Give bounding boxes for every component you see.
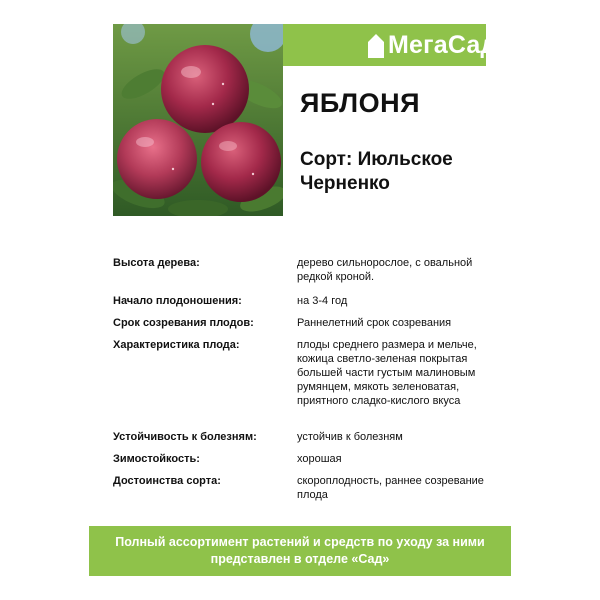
spec-label: Достоинства сорта: [113,475,221,487]
spec-label: Высота дерева: [113,257,200,269]
spec-value: хорошая [297,453,342,465]
footer-banner [89,526,511,576]
house-icon [368,32,384,58]
spec-value: устойчив к болезням [297,431,403,443]
brand-name: МегаСад [388,30,497,59]
spec-value: Раннелетний срок созревания [297,317,452,329]
spec-value: скороплодность, раннее созревание плода [297,475,484,501]
spec-label: Характеристика плода: [113,339,240,351]
footer-text [105,534,495,568]
footer-line-1: Полный ассортимент растений и средств по уходу за ними [115,535,485,549]
spec-value: на 3-4 год [297,295,348,307]
spec-label: Зимостойкость: [113,453,200,465]
variety-line-2: Черненко [300,173,390,194]
footer-line-2: представлен в отделе «Сад» [210,552,390,566]
spec-label: Устойчивость к болезням: [113,431,257,443]
spec-value: плоды среднего размера и мельче, кожица светло-зеленая покрытая большей части густым малиновым румянцем, мякоть зеленоватая, приятного сладко-кислого вкуса [297,339,477,407]
spec-label: Срок созревания плодов: [113,317,254,329]
apple-photo [113,24,283,216]
spec-value: дерево сильнорослое, с овальной редкой кроной. [297,257,473,283]
variety-line-1: Сорт: Июльское [300,149,453,170]
page-title: ЯБЛОНЯ [300,88,420,118]
spec-label: Начало плодоношения: [113,295,242,307]
variety-name [300,148,490,196]
brand-logo [368,28,497,62]
